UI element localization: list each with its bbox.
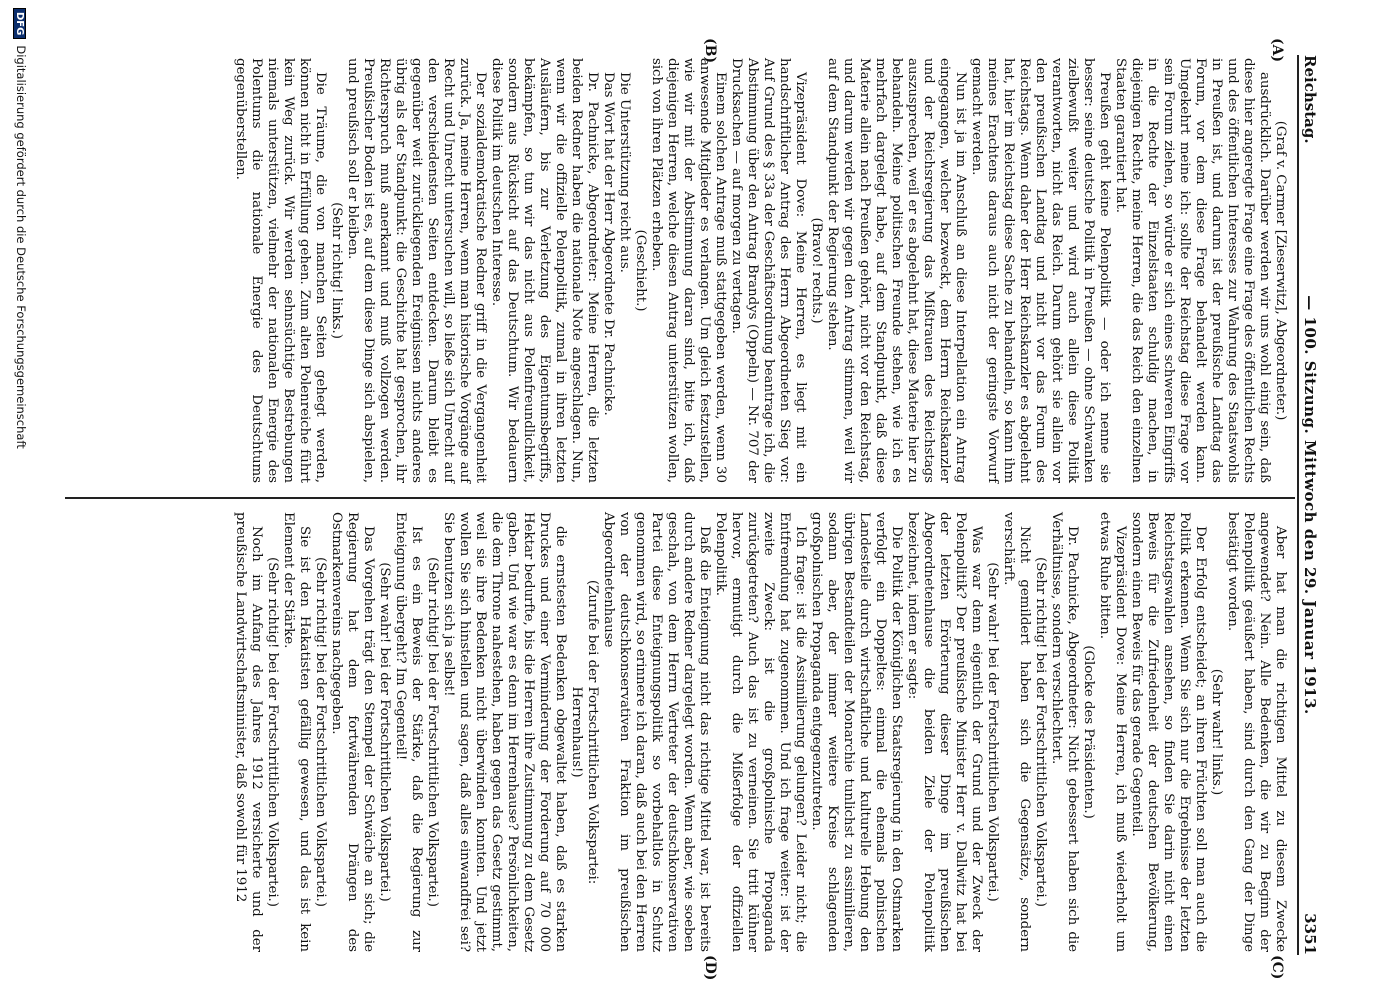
footer: [13, 0, 28, 1000]
header-left: Reichstag.: [1301, 55, 1319, 144]
paragraph: Vizepräsident Dove: Meine Herren, es liegt mit ein handschriftlicher Antrag des Herrn Abgeordneten Sieg vor: Auf Grund des § 33a der Geschäftsordnung beantrage ich, die Abstimmung über den Antrag Brandys (Oppeln) — Nr. 707 der Drucksachen — auf morgen zu vertagen.: [729, 58, 808, 483]
right-column: [232, 512, 1288, 952]
paragraph: (Glocke des Präsidenten.): [1081, 645, 1096, 819]
paragraph: Sie ist den Hakatisten gefällig gewesen, und das ist kein Element der Stärke.: [281, 512, 312, 952]
paragraph: Was war denn eigentlich der Grund und der Zweck der Polenpolitik? Der preußische Minister Herr v. Dallwitz hat bei der letzten Erörterung dieser Dinge im preußischen Abgeordnetenhause die beiden Ziele der Polenpolitik bezeichnet, indem er sagte:: [905, 512, 984, 952]
marker-d: (D): [702, 955, 718, 981]
paragraph: (Sehr richtig! bei der Fortschrittlichen Volkspartei.): [265, 557, 280, 907]
paragraph: Nun ist ja im Anschluß an diese Interpellation ein Antrag eingegangen, welcher bezweckt, dem Herrn Reichskanzler und der Reichsregierung das Mißtrauen des Reichstags auszusprechen, weil er es abgelehnt hat, diese Materie hier zu behandeln. Meine politischen Freunde stehen, wie ich es mehrfach dargelegt habe, auf dem Standpunkt, daß diese Materie allein nach Preußen gehört, nicht vor den Reichstag, und darum werden wir gegen den Antrag stimmen, weil wir auf dem Standpunkt der Regierung stehen.: [825, 58, 968, 483]
paragraph: (Zurufe bei der Fortschrittlichen Volkspartei:: [585, 579, 600, 885]
paragraph: Nicht gemildert haben sich die Gegensätze, sondern verschärft.: [1001, 512, 1032, 952]
paragraph: (Sehr wahr! bei der Fortschrittlichen Volkspartei.): [985, 562, 1000, 902]
paragraph: (Sehr richtig! bei der Fortschrittlichen Volkspartei.): [425, 557, 440, 907]
left-column: [232, 58, 1288, 483]
paragraph: Dr. Pachnicke, Abgeordneter: Nicht gebessert haben sich die Verhältnisse, sondern verschlechtert.: [1049, 512, 1080, 952]
paragraph: Einem solchen Antrage muß stattgegeben werden, wenn 30 anwesende Mitglieder es verlangen. Um gleich festzustellen, wie wir mit der Abstimmung daran sind, bitte ich, daß diejenigen Herren, welche diesen Antrag unterstützen wollen, sich von ihren Plätzen erheben.: [649, 58, 728, 483]
paragraph: Aber hat man die richtigen Mittel zu diesem Zwecke angewendet? Nein. Alle Bedenken, die wir zu Beginn der Polenpolitik geäußert haben, sind durch den Gang der Dinge bestätigt worden.: [1225, 512, 1288, 952]
paragraph: Der Erfolg entscheidet; an ihren Früchten soll man auch die Politik erkennen. Wenn Sie sich nur die Ergebnisse der letzten Reichstagswahlen ansehen, so finden Sie darin nicht einen Beweis für die Zufriedenheit der deutschen Bevölkerung, sondern einen Beweis für das gerade Gegenteil.: [1129, 512, 1208, 952]
header-rule: [1297, 55, 1299, 955]
paragraph: ausdrücklich. Darüber werden wir uns wohl einig sein, daß diese hier angeregte Frage eine Frage des öffentlichen Rechts und des öffentlichen Interesses zur Wahrung des Staatswohls in Preußen ist, und darum ist der preußische Landtag das Forum, vor dem diese Frage behandelt werden kann. Umgekehrt meine ich: sollte der Reichstag diese Frage vor sein Forum ziehen, so würde er sich eines schweren Eingriffs in die Rechte der Einzelstaaten schuldig machen, in diejenigen Rechte, meine Herren, die das Reich den einzelnen Staaten garantiert hat.: [1113, 58, 1272, 483]
marker-b: (B): [702, 38, 718, 64]
header-title: — 100. Sitzung. Mittwoch den 29. Januar 1913.: [1301, 295, 1319, 715]
paragraph: (Sehr richtig! bei der Fortschrittlichen Volkspartei.): [313, 557, 328, 907]
paragraph: (Graf v. Carmer [Zieserwitz], Abgeordneter.): [1273, 120, 1288, 421]
paragraph: Herrenhaus!): [569, 686, 584, 778]
paragraph: Ist es ein Beweis der Stärke, daß die Regierung zur Enteignung übergeht? Im Gegenteil!: [393, 512, 424, 952]
paragraph: Ich frage: ist die Assimilierung gelungen? Leider nicht; die Entfremdung hat zugenommen. Und ich frage weiter: ist der zweite Zweck: ist die großpolnische Propaganda zurückgetreten? Auch das ist zu verneinen. Sie tritt kühner hervor, ermutigt durch die Mißerfolge der offiziellen Polenpolitik.: [713, 512, 808, 952]
marker-a: (A): [1269, 38, 1285, 63]
page-header: [1295, 55, 1325, 955]
paragraph: Die Unterstützung reicht aus.: [617, 72, 632, 273]
footer-text: Digitalisierung gefördert durch die Deutsche Forschungsgemeinschaft: [14, 45, 28, 449]
paragraph: Das Wort hat der Herr Abgeordnete Dr. Pachnicke.: [601, 72, 616, 416]
paragraph: Dr. Pachnicke, Abgeordneter: Meine Herren, die letzten beiden Redner haben die nationale Note angeschlagen. Nun, wenn wir die offizielle Polenpolitik, zumal in ihren letzten Ausläufern, bis zur Verletzung des Eigentumsbegriffs, bekämpfen, so tun wir das nicht aus Polenfreundlichkeit, sondern aus Rücksicht auf das Deutschtum. Wir bedauern diese Politik im deutschen Interesse.: [489, 58, 600, 483]
paragraph: Die Politik der Königlichen Staatsregierung in den Ostmarken verfolgt ein Doppeltes: einmal die ehemals polnischen Landesteile durch wirtschaftliche und kulturelle Hebung den übrigen Bestandteilen der Monarchie tunlichst zu assimilieren, sodann aber, der immer weitere Kreise schlagenden großpolnischen Propaganda entgegenzutreten.: [809, 512, 904, 952]
paragraph: die ernstesten Bedenken obgewaltet haben, daß es starken Druckes und einer Verminderung der Forderung auf 70 000 Hektar bedurfte, bis die Herren ihre Zustimmung zu dem Gesetz gaben. Und wie war es denn im Herrenhause? Persönlichkeiten, die dem Throne nahestehen, haben gegen das Gesetz gestimmt, weil sie ihre Bedenken nicht überwinden konnten. Und jetzt wollen Sie sich hinstellen und sagen, daß alles einwandfrei sei? Sie benutzen sich ja selbst!: [441, 512, 568, 952]
paragraph: Preußen geht keine Polenpolitik — oder ich nenne sie besser: seine deutsche Politik in Preußen — ohne Schwanken zielbewußt weiter und wird auch allein diese Politik verantworten, nicht das Reich. Darum gehört sie allein vor den preußischen Landtag und nicht vor das Forum des Reichstags. Wenn daher der Herr Reichskanzler es abgelehnt hat, hier im Reichstag diese Sache zu behandeln, so kann ihm meines Erachtens daraus auch nicht der geringste Vorwurf gemacht werden.: [969, 58, 1112, 483]
paragraph: Vizepräsident Dove: Meine Herren, ich muß wiederholt um etwas Ruhe bitten.: [1097, 512, 1128, 952]
paragraph: (Sehr wahr! links.): [1209, 668, 1224, 796]
column-divider: [65, 497, 1295, 499]
paragraph: (Sehr richtig! bei der Fortschrittlichen Volkspartei.): [1033, 557, 1048, 907]
paragraph: Der sozialdemokratische Redner griff in die Vergangenheit zurück. Ja, meine Herren, wenn man historische Vorgänge auf Recht und Unrecht untersuchen will, so ließe sich Unrecht auf den verschiedensten Seiten entdecken. Darum bleibt es gegenüber weit zurückliegenden Ereignissen nichts anderes übrig als der Standpunkt: die Geschichte hat gesprochen, ihr Richterspruch muß anerkannt und muß vollzogen werden. Preußischer Boden ist es, auf dem diese Dinge sich abspielen, und preußisch soll er bleiben.: [345, 58, 488, 483]
page-number: 3351: [1301, 913, 1319, 955]
paragraph: (Geschieht.): [633, 229, 648, 312]
paragraph: Das Vorgehen trägt den Stempel der Schwäche an sich; die Regierung hat dem fortwährenden Drängen des Ostmarkenvereins nachgegeben.: [329, 512, 376, 952]
paragraph: (Sehr richtig! links.): [329, 202, 344, 339]
marker-c: (C): [1269, 955, 1285, 980]
dfg-logo: DFG: [13, 8, 26, 39]
paragraph: (Sehr wahr! bei der Fortschrittlichen Volkspartei.): [377, 562, 392, 902]
paragraph: Daß die Enteignung nicht das richtige Mittel war, ist bereits durch andere Redner dargelegt worden. Wenn aber, wie soeben geschah, von dem Herrn Vertreter der deutschkonservativen Partei diese Enteignungspolitik so vorbehaltlos in Schutz genommen wird, so erinnere ich daran, daß auch bei den Herren von der deutschkonservativen Fraktion im preußischen Abgeordnetenhause: [601, 512, 712, 952]
paragraph: Die Träume, die von manchen Seiten gehegt werden, können nicht in Erfüllung gehen. Zum alten Polenreiche führt kein Weg zurück. Wir werden sehnsüchtige Bestrebungen niemals unterstützen, vielmehr der nationalen Energie des Polentums die nationale Energie des Deutschtums gegenüberstellen.: [233, 58, 328, 483]
paragraph: Noch im Anfang des Jahres 1912 versicherte und der preußische Landwirtschaftsminister, daß sowohl für 1912: [233, 512, 264, 952]
paragraph: (Bravo! rechts.): [809, 217, 824, 324]
